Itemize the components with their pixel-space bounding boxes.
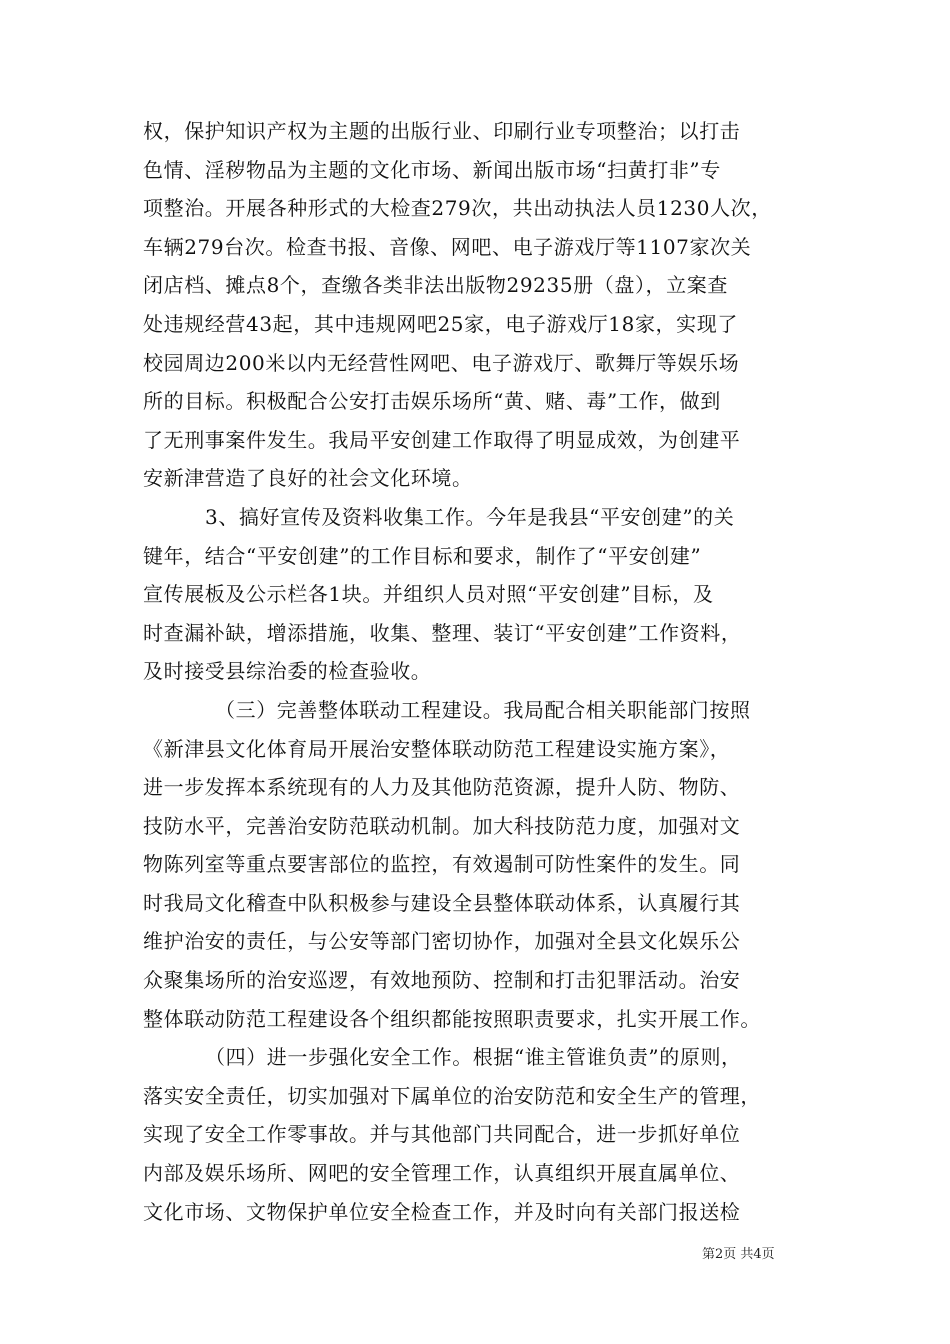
text-line: 安新津营造了良好的社会文化环境。 (143, 466, 473, 491)
text-line: 权，保护知识产权为主题的出版行业、印刷行业专项整治；以打击 (143, 119, 741, 143)
text-line: 宣传展板及公示栏各1块。并组织人员对照“平安创建”目标，及 (143, 582, 714, 607)
text-line: 时我局文化稽查中队积极参与建设全县整体联动体系，认真履行其 (143, 890, 741, 915)
body-text (143, 112, 813, 1231)
text-line: 进一步发挥本系统现有的人力及其他防范资源，提升人防、物防、 (143, 775, 741, 800)
text-line: 维护治安的责任，与公安等部门密切协作，加强对全县文化娱乐公 (143, 929, 741, 954)
paragraph-start-line: （三）完善整体联动工程建设。我局配合相关职能部门按照 (215, 697, 751, 722)
text-line: 整体联动防范工程建设各个组织都能按照职责要求，扎实开展工作。 (143, 1006, 761, 1031)
text-line: 时查漏补缺，增添措施，收集、整理、装订“平安创建”工作资料， (143, 620, 742, 645)
paragraph-start-line: （四）进一步强化安全工作。根据“谁主管谁负责”的原则， (205, 1045, 742, 1070)
text-line: 及时接受县综治委的检查验收。 (143, 659, 432, 684)
text-line: 色情、淫秽物品为主题的文化市场、新闻出版市场“扫黄打非”专 (143, 157, 721, 182)
text-line: 键年，结合“平安创建”的工作目标和要求，制作了“平安创建” (143, 543, 702, 568)
text-line: 车辆279台次。检查书报、音像、网吧、电子游戏厅等1107家次关 (143, 234, 752, 259)
text-line: 项整治。开展各种形式的大检查279次，共出动执法人员1230人次， (143, 196, 772, 221)
text-line: 技防水平，完善治安防范联动机制。加大科技防范力度，加强对文 (143, 813, 741, 838)
text-line: 处违规经营43起，其中违规网吧25家，电子游戏厅18家，实现了 (143, 311, 738, 336)
text-line: 文化市场、文物保护单位安全检查工作，并及时向有关部门报送检 (143, 1199, 741, 1224)
text-line: 内部及娱乐场所、网吧的安全管理工作，认真组织开展直属单位、 (143, 1161, 741, 1186)
text-line: 《新津县文化体育局开展治安整体联动防范工程建设实施方案》， (143, 736, 731, 761)
text-line: 实现了安全工作零事故。并与其他部门共同配合，进一步抓好单位 (143, 1122, 741, 1147)
page-number-footer: 第2页 共4页 (702, 1247, 775, 1262)
text-line: 物陈列室等重点要害部位的监控，有效遏制可防性案件的发生。同 (143, 852, 741, 877)
text-line: 落实安全责任，切实加强对下属单位的治安防范和安全生产的管理， (143, 1083, 761, 1108)
text-line: 校园周边200米以内无经营性网吧、电子游戏厅、歌舞厅等娱乐场 (143, 350, 740, 375)
paragraph-start-line: 3、搞好宣传及资料收集工作。今年是我县“平安创建”的关 (205, 504, 735, 529)
text-line: 了无刑事案件发生。我局平安创建工作取得了明显成效，为创建平 (143, 427, 741, 452)
text-line: 所的目标。积极配合公安打击娱乐场所“黄、赌、毒”工作，做到 (143, 389, 721, 414)
text-line: 众聚集场所的治安巡逻，有效地预防、控制和打击犯罪活动。治安 (143, 968, 741, 993)
text-line: 闭店档、摊点8个，查缴各类非法出版物29235册（盘），立案查 (143, 273, 728, 298)
